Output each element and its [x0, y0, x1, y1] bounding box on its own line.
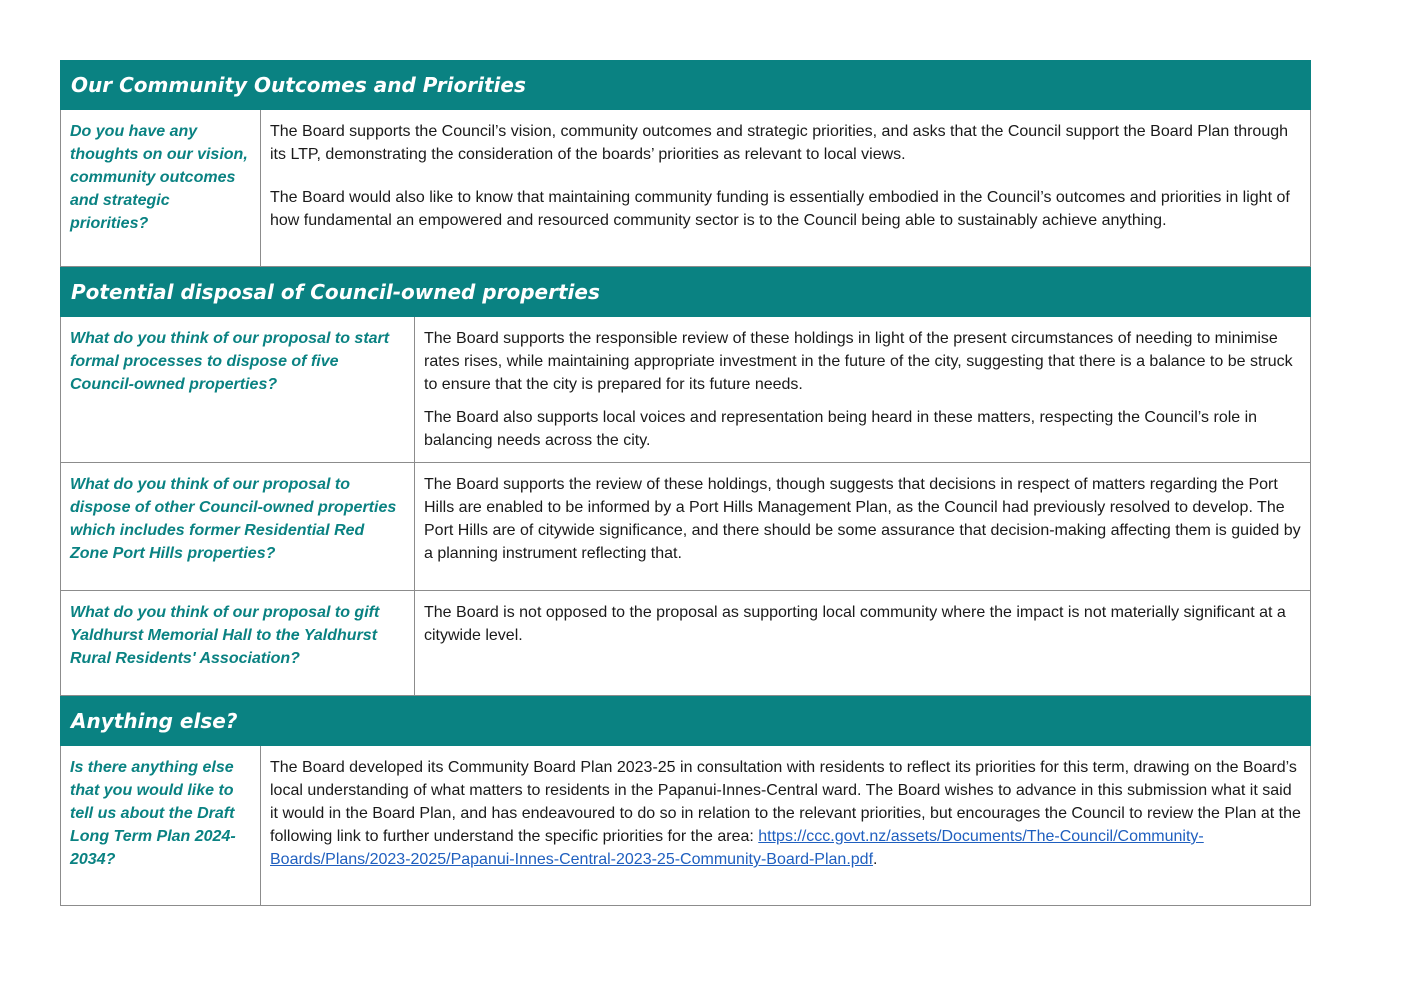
question-cell: What do you think of our proposal to gift Yaldhurst Memorial Hall to the Yaldhurst Rural Residents' Association? — [61, 591, 415, 695]
answer-paragraph: The Board supports the responsible review of these holdings in light of the present circumstances of needing to minimise rates rises, while maintaining appropriate investment in the future of the city, suggesting that there is a balance to be struck to ensure that the city is prepared for its future needs. — [424, 330, 1293, 393]
table-row — [60, 463, 1311, 591]
answer-paragraph: The Board would also like to know that maintaining community funding is essentially embodied in the Council’s outcomes and priorities in light of how fundamental an empowered and resourced community sector is to the Council being able to sustainably achieve anything. — [270, 189, 1290, 229]
section-header-property-disposal — [60, 267, 1311, 317]
question-cell: Is there anything else that you would like to tell us about the Draft Long Term Plan 2024-2034? — [61, 746, 261, 905]
table-row — [60, 317, 1311, 463]
answer-cell — [415, 317, 1310, 462]
section-title: Anything else? — [71, 709, 238, 733]
submission-table — [60, 60, 1311, 906]
question-cell: What do you think of our proposal to dispose of other Council-owned properties which includes former Residential Red Zone Port Hills properties? — [61, 463, 415, 590]
table-row — [60, 110, 1311, 267]
section-header-community-outcomes — [60, 60, 1311, 110]
answer-cell — [415, 463, 1310, 590]
answer-text: The Board developed its Community Board Plan 2023-25 in consultation with residents to reflect its priorities for this term, drawing on the Board’s local understanding of what matters to residents in the Papanui-Innes-Central ward. The Board wishes to advance in this submission what it said it would in the Board Plan, and has endeavoured to do so in relation to the relevant priorities, but encourages the Council to review the Plan at the following link to further understand the specific priorities for the area: — [270, 759, 1301, 845]
answer-paragraph: The Board supports the Council’s vision, community outcomes and strategic priorities, and asks that the Council support the Board Plan through its LTP, demonstrating the consideration of the boards’ priorities as relevant to local views. — [270, 123, 1289, 163]
table-row — [60, 746, 1311, 906]
link-suffix: . — [873, 851, 878, 868]
answer-paragraph — [270, 756, 1302, 871]
answer-cell — [261, 110, 1310, 266]
table-row — [60, 591, 1311, 696]
section-title: Potential disposal of Council-owned properties — [71, 280, 600, 304]
answer-paragraph: The Board also supports local voices and representation being heard in these matters, respecting the Council’s role in balancing needs across the city. — [424, 409, 1258, 449]
answer-paragraph: The Board is not opposed to the proposal as supporting local community where the impact is not materially significant at a citywide level. — [424, 604, 1286, 644]
section-title: Our Community Outcomes and Priorities — [71, 73, 526, 97]
question-cell: What do you think of our proposal to start formal processes to dispose of five Council-owned properties? — [61, 317, 415, 462]
board-plan-link[interactable]: https://ccc.govt.nz/assets/Documents/The-Council/Community-Boards/Plans/2023-2025/Papanui-Innes-Central-2023-25-Community-Board-Plan.pdf — [270, 828, 1204, 868]
answer-cell — [415, 591, 1310, 695]
question-cell: Do you have any thoughts on our vision, community outcomes and strategic priorities? — [61, 110, 261, 266]
section-header-anything-else — [60, 696, 1311, 746]
answer-paragraph: The Board supports the review of these holdings, though suggests that decisions in respect of matters regarding the Port Hills are enabled to be informed by a Port Hills Management Plan, as the Council had previously resolved to develop. The Port Hills are of citywide significance, and there should be some assurance that decision-making affecting them is guided by a planning instrument reflecting that. — [424, 476, 1301, 562]
answer-cell — [261, 746, 1310, 905]
